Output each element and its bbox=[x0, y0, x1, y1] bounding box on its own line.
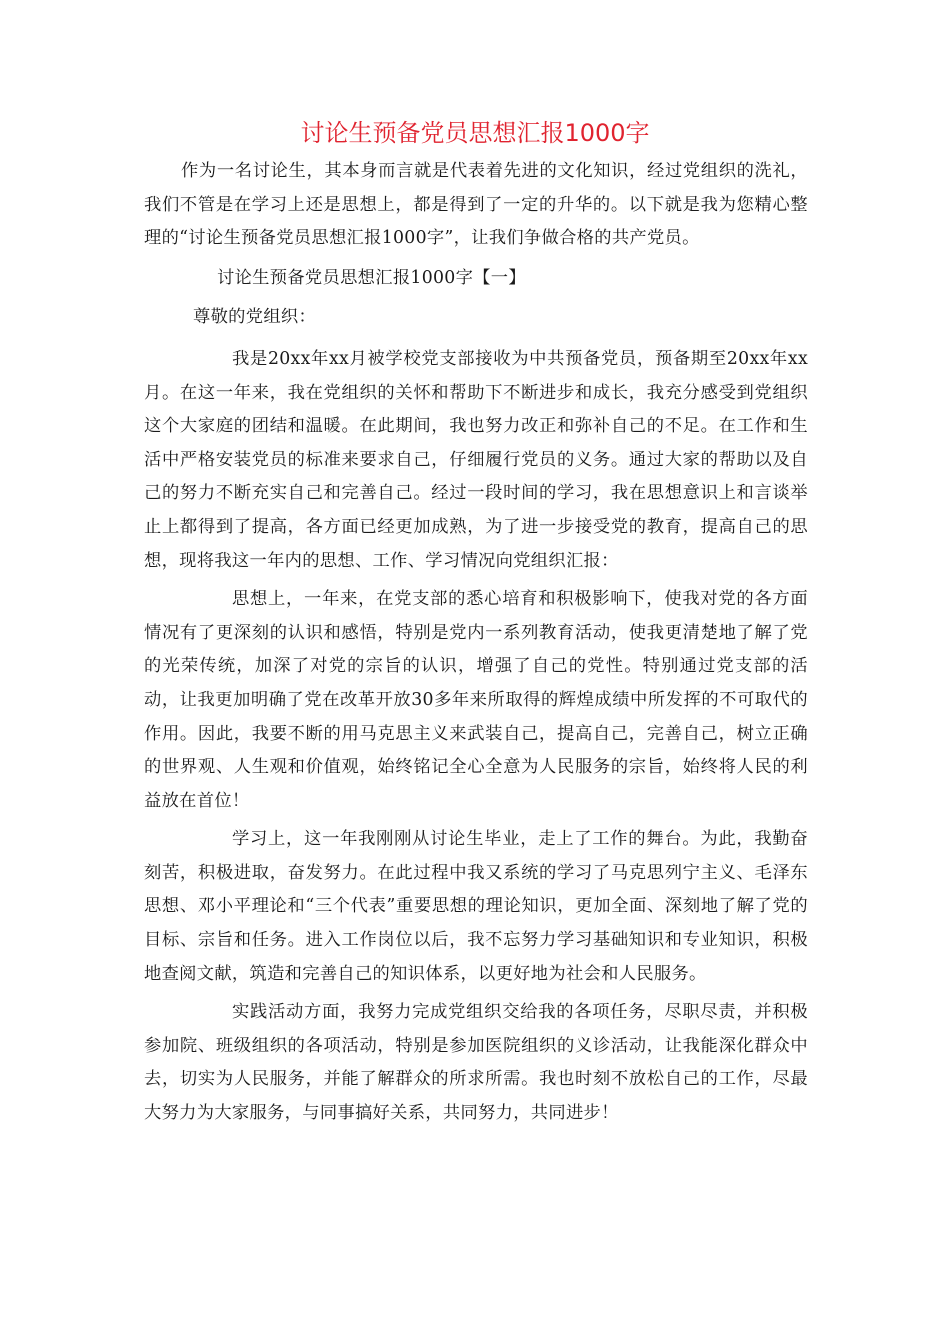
document-body bbox=[144, 155, 808, 1131]
letter-salutation: 尊敬的党组织： bbox=[193, 307, 317, 328]
body-paragraph-3: 学习上，这一年我刚刚从讨论生毕业，走上了工作的舞台。为此，我勤奋刻苦，积极进取，奋发努力。在此过程中我又系统的学习了马克思列宁主义、毛泽东思想、邓小平理论和“三个代表”重要思想的理论知识，更加全面、深刻地了解了党的目标、宗旨和任务。进入工作岗位以后，我不忘努力学习基础知识和专业知识，积极地查阅文献，筑造和完善自己的知识体系，以更好地为社会和人民服务。 bbox=[144, 829, 808, 984]
document-title: 讨论生预备党员思想汇报1000字 bbox=[300, 119, 650, 147]
section-heading: 讨论生预备党员思想汇报1000字【一】 bbox=[217, 267, 526, 288]
body-paragraph-2: 思想上，一年来，在党支部的悉心培育和积极影响下，使我对党的各方面情况有了更深刻的认识和感悟，特别是党内一系列教育活动，使我更清楚地了解了党的光荣传统，加深了对党的宗旨的认识，增强了自己的党性。特别通过党支部的活动，让我更加明确了党在改革开放30多年来所取得的辉煌成绩中所发挥的不可取代的作用。因此，我要不断的用马克思主义来武装自己，提高自己，完善自己，树立正确的世界观、人生观和价值观，始终铭记全心全意为人民服务的宗旨，始终将人民的利益放在首位！ bbox=[144, 589, 808, 811]
body-paragraph-4: 实践活动方面，我努力完成党组织交给我的各项任务，尽职尽责，并积极参加院、班级组织的各项活动，特别是参加医院组织的义诊活动，让我能深化群众中去，切实为人民服务，并能了解群众的所求所需。我也时刻不放松自己的工作，尽最大努力为大家服务，与同事搞好关系，共同努力，共同进步！ bbox=[144, 1002, 808, 1124]
intro-paragraph: 作为一名讨论生，其本身而言就是代表着先进的文化知识，经过党组织的洗礼，我们不管是在学习上还是思想上，都是得到了一定的升华的。以下就是我为您精心整理的“讨论生预备党员思想汇报1000字”，让我们争做合格的共产党员。 bbox=[144, 161, 808, 249]
body-paragraph-1: 我是20xx年xx月被学校党支部接收为中共预备党员，预备期至20xx年xx月。在这一年来，我在党组织的关怀和帮助下不断进步和成长，我充分感受到党组织这个大家庭的团结和温暖。在此期间，我也努力改正和弥补自己的不足。在工作和生活中严格安装党员的标准来要求自己，仔细履行党员的义务。通过大家的帮助以及自己的努力不断充实自己和完善自己。经过一段时间的学习，我在思想意识上和言谈举止上都得到了提高，各方面已经更加成熟，为了进一步接受党的教育，提高自己的思想，现将我这一年内的思想、工作、学习情况向党组织汇报： bbox=[144, 348, 808, 571]
